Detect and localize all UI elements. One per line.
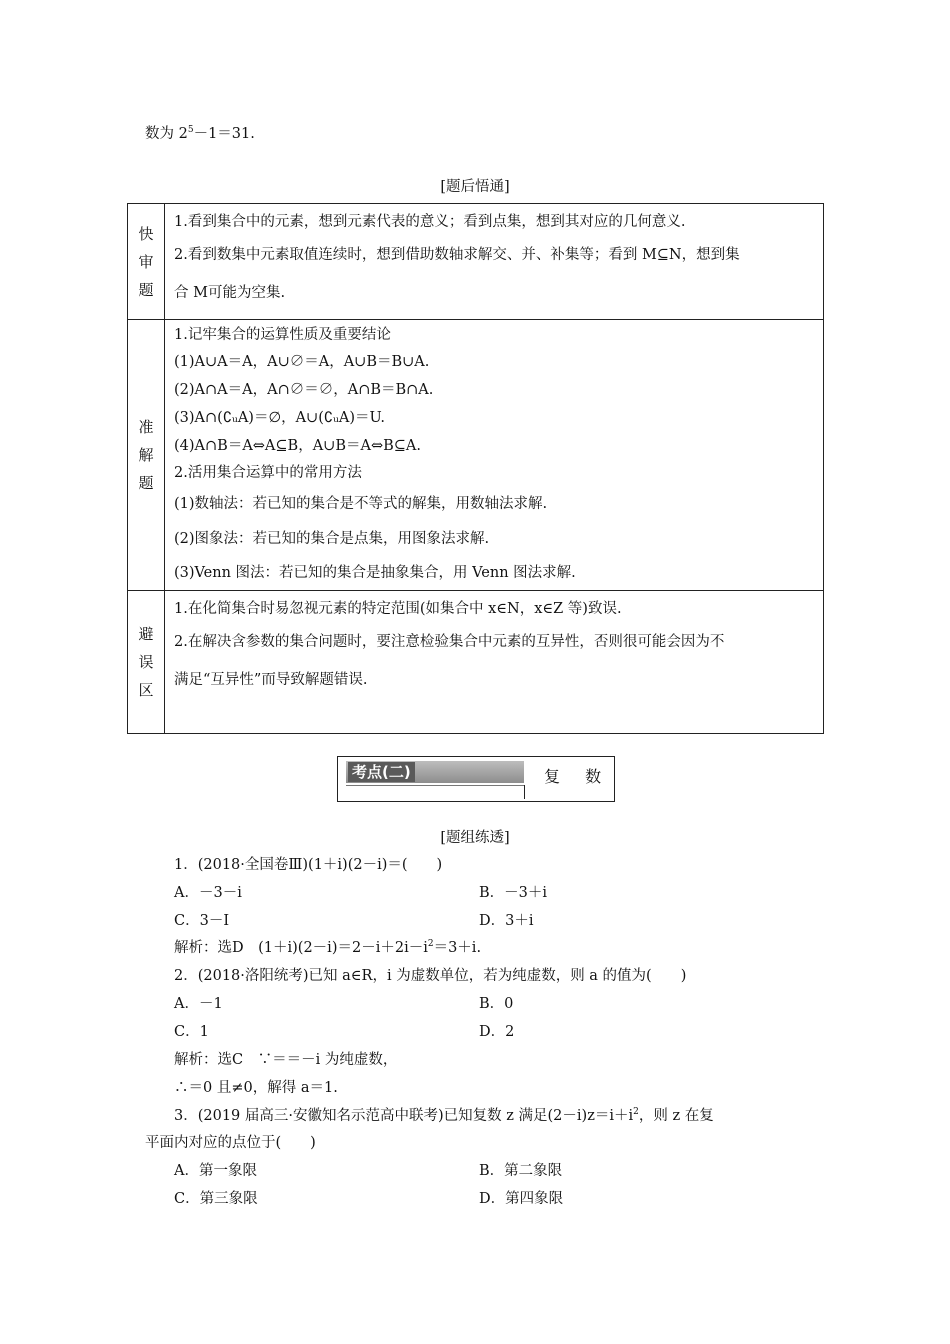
row-content	[165, 320, 824, 591]
option-a: A．－1	[174, 996, 223, 1012]
table-row	[128, 320, 824, 591]
content-line: 2.在解决含参数的集合问题时，要注意检验集合中元素的互异性，否则很可能会因为不	[174, 634, 725, 650]
question-stem: 1．(2018·全国卷Ⅲ)(1＋i)(2－i)＝( )	[174, 857, 443, 873]
content-line: (3)A∩(∁ᵤA)＝∅，A∪(∁ᵤA)＝U.	[174, 410, 386, 426]
continuation-line	[145, 122, 255, 143]
content-line: 2.活用集合运算中的常用方法	[174, 465, 362, 481]
category-char: 题	[138, 280, 154, 299]
solution-line: ∴＝0 且≠0，解得 a＝1.	[174, 1080, 338, 1096]
solution-line: 解析：选C ∵＝＝－i 为纯虚数，	[174, 1052, 398, 1068]
category-char: 快	[138, 224, 154, 243]
option-a: A．－3－i	[174, 885, 242, 901]
row-category	[128, 320, 165, 591]
row-category	[128, 591, 165, 734]
content-line: (2)A∩A＝A，A∩∅＝∅，A∩B＝B∩A.	[174, 382, 434, 398]
option-b: B．0	[479, 996, 514, 1012]
category-char: 审	[138, 252, 154, 271]
content-line: 1.在化简集合时易忽视元素的特定范围(如集合中 x∈N，x∈Z 等)致误.	[174, 601, 622, 617]
text-segment: －1＝31.	[193, 126, 255, 142]
superscript: 2	[633, 1107, 639, 1118]
category-char: 解	[138, 446, 154, 464]
text-segment: ，则 z 在复	[638, 1108, 714, 1124]
text-segment: 3．(2019 届高三·安徽知名示范高中联考)已知复数 z 满足(2－i)z＝i＋i	[174, 1108, 634, 1124]
content-line: (1)数轴法：若已知的集合是不等式的解集，用数轴法求解.	[174, 496, 548, 512]
category-char: 区	[138, 681, 154, 699]
question-stem-continued: 平面内对应的点位于( )	[145, 1135, 316, 1151]
practice-heading: [题组练透]	[440, 830, 510, 846]
divider	[346, 785, 524, 786]
section-tag-label: 考点(二)	[348, 762, 415, 782]
question-stem	[174, 1104, 714, 1125]
superscript: 2	[427, 939, 434, 950]
text-segment: 解析：选D (1＋i)(2－i)＝2－i＋2i－i	[174, 940, 428, 956]
content-line: (2)图象法：若已知的集合是点集，用图象法求解.	[174, 531, 490, 547]
option-b: B．－3＋i	[479, 885, 548, 901]
content-line: 1.看到集合中的元素，想到元素代表的意义；看到点集，想到其对应的几何意义.	[174, 214, 686, 230]
row-category	[128, 204, 165, 320]
section-header-box	[337, 756, 615, 802]
text-segment: 数为 2	[145, 126, 188, 142]
content-line: 2.看到数集中元素取值连续时，想到借助数轴求解交、并、补集等；看到 M⊆N，想到集	[174, 247, 740, 263]
row-content	[165, 204, 824, 320]
option-d: D．第四象限	[479, 1191, 564, 1207]
option-c: C．1	[174, 1024, 209, 1040]
option-a: A．第一象限	[174, 1163, 257, 1179]
category-char: 准	[138, 418, 154, 436]
row-content	[165, 591, 824, 734]
solution-line	[174, 936, 481, 957]
option-d: D．2	[479, 1024, 515, 1040]
reflection-heading: [题后悟通]	[440, 179, 510, 195]
option-c: C．3－I	[174, 913, 230, 929]
option-c: C．第三象限	[174, 1191, 258, 1207]
section-tag	[346, 761, 524, 783]
content-line: (3)Venn 图法：若已知的集合是抽象集合，用 Venn 图法求解.	[174, 565, 576, 581]
content-line: (4)A∩B＝A⇔A⊆B，A∪B＝A⇔B⊆A.	[174, 438, 421, 454]
option-b: B．第二象限	[479, 1163, 563, 1179]
table-row	[128, 591, 824, 734]
superscript: 5	[187, 125, 194, 136]
section-topic: 复 数	[544, 767, 612, 786]
content-line: (1)A∪A＝A，A∪∅＝A，A∪B＝B∪A.	[174, 354, 430, 370]
content-line: 合 M可能为空集.	[174, 285, 286, 301]
text-segment: ＝3＋i.	[433, 940, 482, 956]
summary-table	[127, 203, 824, 734]
category-char: 避	[138, 625, 154, 643]
category-char: 误	[138, 653, 154, 671]
question-stem: 2．(2018·洛阳统考)已知 a∈R，i 为虚数单位，若为纯虚数，则 a 的值为( )	[174, 968, 687, 984]
content-line: 满足“互异性”而导致解题错误.	[174, 672, 368, 688]
option-d: D．3＋i	[479, 913, 534, 929]
content-line: 1.记牢集合的运算性质及重要结论	[174, 327, 391, 343]
divider	[524, 785, 525, 799]
category-char: 题	[138, 474, 154, 492]
table-row	[128, 204, 824, 320]
